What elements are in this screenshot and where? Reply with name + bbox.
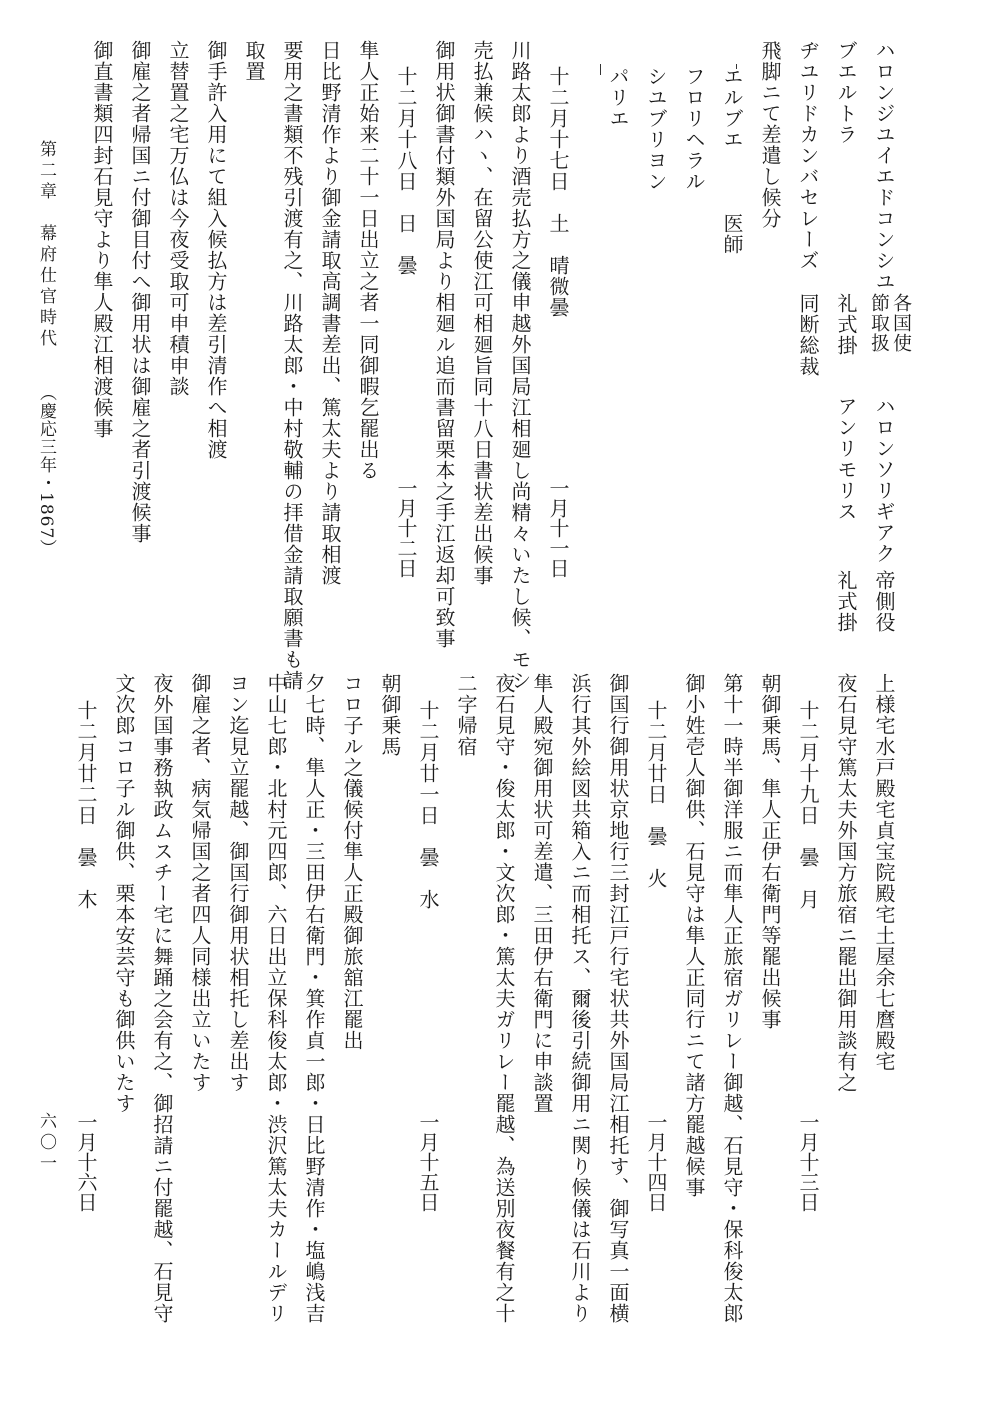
col-bot-1: 上様宅水戸殿宅貞宝院殿宅土屋余七麿殿宅 (872, 673, 896, 1072)
col-top-6: フロリヘラル (682, 66, 706, 192)
col-bot-10: 隼人殿宛御用状可差遣、三田伊右衛門に申談置 (530, 673, 554, 1114)
col-bot-7: 十二月廿日 曇 火 (644, 700, 668, 889)
date-bot-22: 一月十六日 (74, 1112, 98, 1212)
col-top-1 (874, 40, 894, 292)
col-bot-20: 夜外国事務執政ムスチー宅に舞踊之会有之、御招請ニ付罷越、石見守 (150, 673, 174, 1324)
col-bot-8: 御国行御用状京地行三封江戸行宅状共外国局江相托す、御写真一面横 (606, 673, 630, 1324)
col-bot-22: 十二月廿二日 曇 木 (74, 700, 98, 910)
col-top-5: エルブエ (720, 66, 744, 150)
col-top-7: シユブリヨン (644, 66, 668, 192)
era-label: （慶応三年・1867） (36, 384, 56, 558)
col-top-16: 要用之書類不残引渡有之、川路太郎・中村敬輔の拝借金請取願書も請 (280, 40, 304, 691)
col-top-12: 御用状御書付類外国局より相廻ル追而書留栗本之手江返却可致事 (432, 40, 456, 649)
col-top-13: 十二月十八日 日 曇 (394, 66, 418, 276)
col-top-18: 御手許入用にて組入候払方は差引清作へ相渡 (204, 40, 228, 460)
col-top-3: ヂユリドカンバセレーズ (796, 40, 820, 271)
page-number: 六〇一 (36, 1112, 56, 1175)
col-bot-4: 朝御乗馬、隼人正伊右衛門等罷出候事 (758, 673, 782, 1030)
col-bot-2: 夜石見守篤太夫外国方旅宿ニ罷出御用談有之 (834, 673, 858, 1093)
col-bot-13: 十二月廿一日 曇 水 (416, 700, 440, 910)
col-top-20: 御雇之者帰国ニ付御目付へ御用状は御雇之者引渡候事 (128, 40, 152, 544)
col-bot-6: 御小姓壱人御供、石見守は隼人正同行ニて諸方罷越候事 (682, 673, 706, 1198)
bracket-bottom (600, 64, 601, 75)
col-bot-17: 中山七郎・北村元四郎、六日出立保科俊太郎・渋沢篤太夫カールデリ (264, 673, 288, 1324)
col-top-10: 川路太郎より酒売払方之儀申越外国局江相廻し尚精々いたし候、モシ (508, 40, 532, 691)
col-top-2-role: 礼式掛 (834, 293, 858, 356)
col-top-2-name2: アンリモリス (834, 396, 858, 522)
role-ambassadors: 各国使節取扱 (868, 293, 912, 353)
date-top-13: 一月十二日 (394, 478, 418, 578)
chapter-title: 第二章 幕府仕官時代 (36, 140, 56, 350)
col-top-2-role2: 礼式掛 (834, 570, 858, 633)
col-top-5-role: 医師 (720, 213, 744, 255)
col-bot-21: 文次郎コロ子ル御供、栗本安芸守も御供いたす (112, 673, 136, 1114)
col-bot-19: 御雇之者、病気帰国之者四人同様出立いたす (188, 673, 212, 1093)
col-top-3-role: 同断総裁 (796, 293, 820, 377)
date-bot-13: 一月十五日 (416, 1112, 440, 1212)
name: ハロンジユイエドコンシユ (872, 40, 896, 292)
date-top-9: 一月十一日 (546, 478, 570, 578)
col-top-14: 隼人正始来二十一日出立之者一同御暇乞罷出る (356, 40, 380, 481)
col-top-1-name2: ハロンソリギアク (872, 396, 896, 564)
col-bot-5: 第十一時半御洋服ニ而隼人正旅宿ガリレー御越、石見守・保科俊太郎 (720, 673, 744, 1324)
col-top-1-role2: 帝側役 (872, 570, 896, 633)
col-top-4: 飛脚ニて差遣し候分 (758, 40, 782, 229)
col-top-9: 十二月十七日 土 晴微曇 (546, 66, 570, 318)
col-top-21: 御直書類四封石見守より隼人殿江相渡候事 (90, 40, 114, 439)
date-bot-7: 一月十四日 (644, 1112, 668, 1212)
col-top-2: ブエルトラ (834, 40, 858, 145)
col-bot-12: 二字帰宿 (454, 673, 478, 757)
col-bot-9: 浜行其外絵図共箱入ニ而相托ス、爾後引続御用ニ関り候儀は石川より (568, 673, 592, 1324)
col-top-8: パリエ (606, 66, 630, 129)
col-bot-18: ヨン迄見立罷越、御国行御用状相托し差出す (226, 673, 250, 1093)
col-bot-3: 十二月十九日 曇 月 (796, 700, 820, 910)
col-bot-14: 朝御乗馬 (378, 673, 402, 757)
col-bot-16: 夕七時、隼人正・三田伊右衛門・箕作貞一郎・日比野清作・塩嶋浅吉 (302, 673, 326, 1324)
col-top-11: 売払兼候ハヽ、在留公使江可相廻旨同十八日書状差出候事 (470, 40, 494, 586)
date-bot-3: 一月十三日 (796, 1112, 820, 1212)
col-bot-15: コロ子ル之儀候付隼人正殿御旅舘江罷出 (340, 673, 364, 1051)
col-top-15: 日比野清作より御金請取高調書差出、篤太夫より請取相渡 (318, 40, 342, 586)
col-top-19: 立替置之宅万仏は今夜受取可申積申談 (166, 40, 190, 397)
col-top-17: 取置 (242, 40, 266, 82)
col-bot-11: 夜石見守・俊太郎・文次郎・篤太夫ガリレー罷越、為送別夜餐有之十 (492, 673, 516, 1324)
